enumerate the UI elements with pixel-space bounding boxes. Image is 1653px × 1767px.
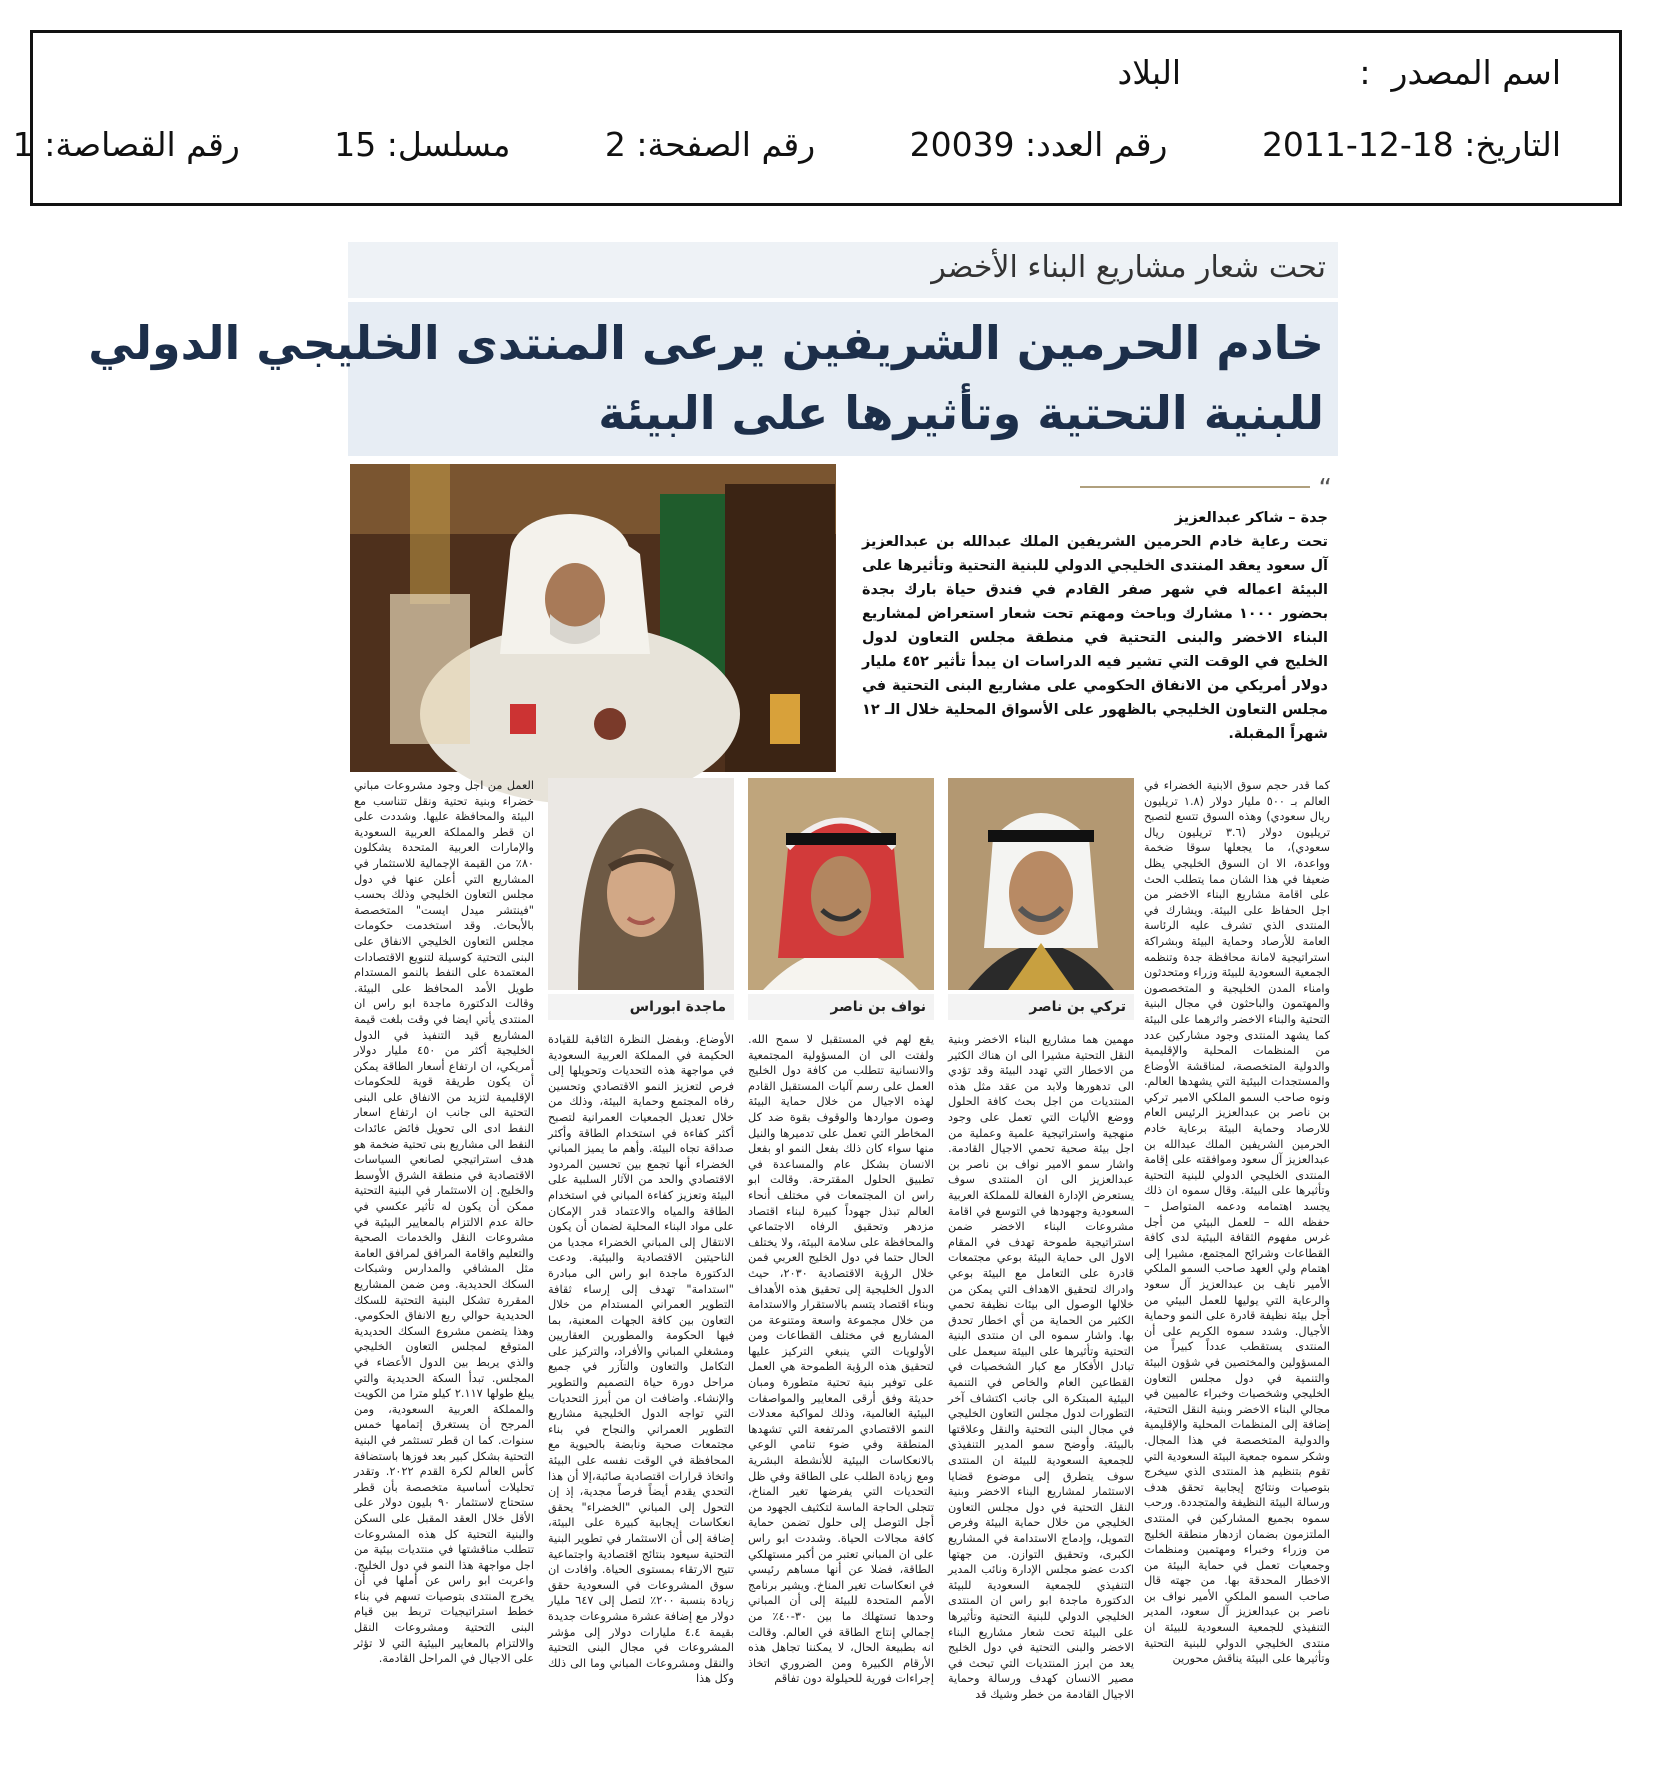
clip-value: 1 (12, 125, 34, 164)
source-row: اسم المصدر : البلاد (1117, 53, 1561, 92)
king-photo (350, 464, 836, 772)
date-label: التاريخ (1475, 125, 1561, 164)
byline: جدة – شاكر عبدالعزيز (1174, 510, 1328, 526)
body-column-3: يقع لهم في المستقبل لا سمح الله. ولفتت الى ان المسؤولية المجتمعية والانسانية تتطلب من كافة دول الخليج العمل على رسم آليات المستقبل القادم لهذه الاجيال من خلال حماية البيئة وصون مواردها والوقوف بقوة ضد كل المخاطر التي تعمل على تدميرها والنيل منها سواء كان ذلك بفعل النمو او بفعل الانسان بشكل عام والمساعدة في تطبيق الحلول المقترحة. وقالت ابو راس ان المجتمعات في مختلف أنحاء العالم تبذل جهوداً كبيرة لبناء اقتصاد مزدهر وتحقيق الرفاه الاجتماعي والمحافظة على سلامة البيئة، ولا يختلف الحال حتما في دول الخليج العربي فمن خلال الرؤية الاقتصادية ٢٠٣٠، حيث الدول الخليجية إلى تحقيق هذه الأهداف وبناء اقتصاد يتسم بالاستقرار والاستدامة من خلال مجموعة واسعة ومتنوعة من المشاريع في مختلف القطاعات ومن الأولويات التي ينبغي التركيز عليها لتحقيق هذه الرؤية الطموحة هي العمل على توفير بنية تحتية متطورة ومبان حديثة وفق أرقى المعايير والمواصفات البيئية العالمية، وذلك لمواكبة معدلات النمو الاقتصادي المرتفعة التي تشهدها المنطقة وفي ضوء تنامي الوعي بالانعكاسات البيئية للأنشطة البشرية ومع زيادة الطلب على الطاقة وفي ظل التحديات التي يفرضها تغير المناخ، تتجلى الحاجة الماسة لتكثيف الجهود من أجل التوصل إلى حلول تضمن حماية كافة مجالات الحياة. وشددت ابو راس على ان المباني تعتبر من أكبر مستهلكي الطاقة، فضلا عن أنها مساهم رئيسي في انعكاسات تغير المناخ. ويشير برنامج الأمم المتحدة للبيئة إلى أن المباني وحدها تستهلك ما بين ٣٠-٤٠٪ من إجمالي إنتاج الطاقة في العالم. وقالت انه بطبيعة الحال، لا يمكننا تجاهل هذه الأرقام الكبيرة ومن الضروري اتخاذ إجراءات فورية للحيلولة دون تفاقم (748, 1033, 934, 1686)
headline-line-2: للبنية التحتية وتأثيرها على البيئة (598, 386, 1324, 440)
article-lead (862, 506, 1328, 746)
lead-text: تحت رعاية خادم الحرمين الشريفين الملك عبدالله بن عبدالعزيز آل سعود يعقد المنتدى الخليجي الدولي للبنية التحتية وتأثيرها على البيئة اعماله في شهر صفر القادم في فندق حياة بارك بجدة بحضور ١٠٠٠ مشارك وباحث ومهتم تحت شعار استعراض لمشاريع البناء الاخضر والبنى التحتية في منطقة مجلس التعاون لدول الخليج في الوقت التي تشير فيه الدراسات ان يبدأ تأثير ٤٥٢ مليار دولار أمريكي من الانفاق الحكومي على مشاريع البنى التحتية في مجلس التعاون الخليجي بالظهور على الأسواق المحلية خلال الـ ١٢ شهراً المقبلة. (862, 534, 1329, 742)
page-label: رقم الصفحة (647, 125, 816, 164)
details-row: التاريخ: 2011-12-18 رقم العدد: 20039 رقم الصفحة: 2 مسلسل: 15 رقم القصاصة: 1 (12, 125, 1561, 164)
body-column-5: العمل من اجل وجود مشروعات مباني خضراء وبنية تحتية ونقل تتناسب مع البيئة والمحافظة عليها. وشددت على ان قطر والمملكة العربية السعودية والإمارات العربية المتحدة يشكلون ٨٠٪ من القيمة الإجمالية للاستثمار في المشاريع التي أعلن عنها في دول مجلس التعاون الخليجي وذلك بحسب "فينتشر ميدل ايست" المتخصصة بالأبحاث. وقد استخدمت حكومات مجلس التعاون الخليجي الانفاق على البنى التحتية كوسيلة لتنويع الاقتصادات المعتمدة على النفط بالنمو المستدام طويل الأمد المحافظ على البيئة. وقالت الدكتورة ماجدة ابو راس ان المنتدى يأتي ايضا في وقت بلغت قيمة المشاريع قيد التنفيذ في الدول الخليجية أكثر من ٤٥٠ مليار دولار أمريكي، ان ارتفاع أسعار الطاقة يمكن أن يكون طريقة قوية للحكومات الإقليمية لتزيد من الانفاق على البنى التحتية الى جانب ان ارتفاع اسعار النفط ادى الى تحويل فائض عائدات النفط الى مشاريع بنى تحتية ضخمة هو هدف استراتيجي لصانعي السياسات الاقتصادية في منطقة الشرق الأوسط والخليج. إن الاستثمار في البنية التحتية ممكن أن يكون له تأثير عكسي في حالة عدم الالتزام بالمعايير البيئية في مشروعات النقل والخدمات الصحية والتعليم واقامة المرافق لمرافق العامة مثل المشافي والمدارس وشبكات السكك الحديدية. ومن ضمن المشاريع المقررة تشكل البنية التحتية للسكك الحديدية حوالي ربع الانفاق الحكومي. وهذا يتضمن مشروع السكك الحديدية المتوقع لمجلس التعاون الخليجي والذي يربط بين الدول الأعضاء في المجلس. تبدأ السكة الحديدية والتي يبلغ طولها ٢.١١٧ كيلو مترا من الكويت والمملكة العربية السعودية، ومن المرجح أن يستغرق إتمامها خمس سنوات. كما ان قطر تستثمر في البنية التحتية بشكل كبير بعد فوزها باستضافة كأس العالم لكرة القدم ٢٠٢٢. وتقدر تحليلات أساسية متخصصة بأن قطر ستحتاج لاستثمار ٩٠ بليون دولار على الأقل خلال العقد المقبل على السكن والبنية التحتية كل هذه المشروعات تتطلب مناقشتها في منتديات بيئية من اجل مواجهة هذا النمو في دول الخليج. واعربت ابو راس عن أملها في أن يخرج المنتدى بتوصيات تسهم في بناء خطط استراتيجيات تربط بين قيام البنى التحتية ومشروعات النقل والالتزام بالمعايير البيئية التي لا تؤثر على الاجيال في المراحل القادمة. (354, 779, 534, 1666)
quote-mark: “ (1318, 474, 1332, 504)
article-kicker: تحت شعار مشاريع البناء الأخضر (931, 250, 1326, 285)
king-photo-illustration (350, 464, 836, 772)
portrait-nawaf-bin-nasser (748, 778, 934, 990)
issue-label: رقم العدد (1036, 125, 1168, 164)
issue-value: 20039 (909, 125, 1015, 164)
serial-label: مسلسل (397, 125, 511, 164)
source-label: اسم المصدر (1391, 53, 1561, 92)
newspaper-clipping (88, 242, 1338, 1747)
caption-person-3: ماجدة ابوراس (548, 994, 734, 1020)
portrait-turki-bin-nasser (948, 778, 1134, 990)
portrait-majida-aburas (548, 778, 734, 990)
kicker-bar (348, 242, 1338, 298)
headline-box (88, 302, 1338, 456)
page-value: 2 (604, 125, 626, 164)
body-column-1: كما قدر حجم سوق الابنية الخضراء في العالم بـ ٥٠٠ مليار دولار (١.٨ تريليون ريال سعودي) وهذه السوق تتسع لتصبح تريليون دولار (٣.٦ تريليون ريال سعودي)، ما يجعلها سوقا ضخمة وواعدة، الا ان السوق الخليجي يظل ضعيفا في هذا الشان مما يتطلب الحث على اقامة مشاريع البناء الاخضر من اجل الحفاظ على البيئة. ويشارك في المنتدى الذي تشرف عليه الرئاسة العامة للأرصاد وحماية البيئة وبشراكة استراتيجية لامانة محافظة جدة وتنظمه الجمعية السعودية للبيئة وزراء ومتحدثون وامناء المدن الخليجية و المتخصصون والمهتمون والباحثون في مجال البنية التحتية والبناء الاخضر واثرهما على البيئة كما يشهد المنتدى وجود مشاركين عدد من المنظمات المحلية والإقليمية والدولية المتخصصة، لمناقشة الأوضاع والمستجدات البيئية التي يشهدها العالم. ونوه صاحب السمو الملكي الامير تركي بن ناصر بن عبدالعزيز الرئيس العام للارصاد وحماية البيئة برعاية خادم الحرمين الشريفين الملك عبدالله بن عبدالعزيز آل سعود وموافقته على إقامة المنتدى الخليجي الدولي للبنية التحتية وتأثيرها على البيئة. وقال سموه ان ذلك يجسد اهتمامه ودعمه المتواصل – حفظه الله – للعمل البيئي من أجل غرس مفهوم الثقافة البيئية لدى كافة القطاعات وشرائح المجتمع، مشيرا إلى اهتمام ولي العهد صاحب السمو الملكي الأمير نايف بن عبدالعزيز آل سعود والرعاية التي يوليها للعمل البيئي من أجل بيئة نظيفة قادرة على النمو وحماية الأجيال. وشدد سموه الكريم على أن المنتدى يستقطب عدداً كبيراً من المسؤولين والمختصين في شؤون البيئة والتنمية في دول مجلس التعاون الخليجي وشخصيات وخبراء عالميين في مجالي البناء الاخضر وبنية النقل التحتية، إضافة إلى المنظمات المحلية والإقليمية والدولية المتخصصة في هذا المجال. وشكر سموه جمعية البيئة السعودية التي تقوم بتنظيم هذ المنتدى الذي سيخرج بتوصيات ونتائج إيجابية تحقق هدف ورسالة البيئة النظيفة والمتجددة. ورحب سموه بجميع المشاركين في المنتدى الملتزمون بضمان ازدهار منطقة الخليج من وزراء وخبراء ومهتمين ومنظمات وجمعيات تعمل في حماية البيئة من الاخطار المحدقة بها. من جهته قال صاحب السمو الملكي الأمير نواف بن ناصر بن عبدالعزيز آل سعود، المدير التنفيذي للجمعية السعودية للبيئة ان منتدى الخليجي الدولي للبنية التحتية وتأثيرها على البيئة يناقش محورين (1144, 779, 1330, 1666)
clip-label: رقم القصاصة (55, 125, 240, 164)
quote-rule (1080, 486, 1310, 488)
serial-value: 15 (334, 125, 377, 164)
caption-person-1: تركي بن ناصر (948, 994, 1134, 1020)
body-column-2: مهمين هما مشاريع البناء الاخضر وبنية النقل التحتية مشيرا الى ان هناك الكثير من الاخطار التي تهدد البيئة وقد تؤدي الى تدهورها ولابد من عقد مثل هذه المنتديات من اجل بحث كافة الحلول ووضع الأليات التي تعمل على وجود منهجية واستراتيجية علمية وعملية من اجل بيئة صحية تحمي الاجيال القادمة. واشار سمو الامير نواف بن ناصر بن عبدالعزيز الى ان المنتدى سوف يستعرض الإدارة الفعالة للمملكة العربية السعودية وجهودها في التوسع في اقامة مشروعات البناء الاخضر ضمن استراتيجية طموحة تهدف في المقام الاول الى حماية البيئة بوعي مجتمعات قادرة على التعامل مع البيئة بوعي وادراك لتحقيق الاهداف التي يمكن من خلالها الوصول الى بيئات نظيفة تحمي الكثير من الحماية من أي اخطار تحدق بها. واشار سموه الى ان منتدى البنية التحتية وتأثيرها على البيئة سيعمل على تبادل الأفكار مع كبار الشخصيات في القطاعين العام والخاص في التنمية البيئية المبتكرة الى جانب اكتشاف آخر التطورات لدول مجلس التعاون الخليجي في مجال البنى التحتية والنقل وعلاقتها بالبيئة. وأوضح سمو المدير التنفيذي للجمعية السعودية للبيئة ان المنتدى سوف يتطرق إلى موضوع قضايا الاستثمار لمشاريع البناء الاخضر وبنية النقل التحتية في دول مجلس التعاون الخليجي من خلال حماية البيئة وفرص التمويل، وإدماج الاستدامة في المشاريع الكبرى، وتحقيق التوازن. من جهتها اكدت عضو مجلس الإدارة ونائب المدير التنفيذي للجمعية السعودية للبيئة الدكتورة ماجدة ابو راس ان المنتدى الخليجي الدولي للبنية التحتية وتأثيرها على البيئة تحت شعار مشاريع البناء الاخضر والبنى التحتية في دول الخليج يعد من ابرز المنتديات التي تبحث في مصير الانسان كهدف ورسالة وحماية الاجيال القادمة من خطر وشيك قد (948, 1033, 1134, 1701)
headline-line-1: خادم الحرمين الشريفين يرعى المنتدى الخليجي الدولي (88, 316, 1324, 370)
date-value: 2011-12-18 (1261, 125, 1454, 164)
body-column-4: الأوضاع. وبفضل النظرة الثاقبة للقيادة الحكيمة في المملكة العربية السعودية في مواجهة هذه التحديات وتحويلها إلى فرص لتعزيز النمو الاقتصادي وتحسين رفاه المجتمع وحماية البيئة، وذلك من خلال تعديل الجمعيات العمرانية لتصبح أكثر كفاءة في استخدام الطاقة وأكثر صداقة تجاه البيئة. وأهم ما يميز المباني الخضراء أنها تجمع بين تحسين المردود الاقتصادي والحد من الآثار السلبية على البيئة وتعزيز كفاءة المباني في استخدام الطاقة والمياه والاعتماد قدر الإمكان على مواد البناء المحلية لضمان أن يكون الانتقال إلى المباني الخضراء مجديا من الناحيتين الاقتصادية والبيئية. ودعت الدكتورة ماجدة ابو راس الى مبادرة "استدامة" تهدف إلى إرساء ثقافة التطوير العمراني المستدام من خلال التعاون بين كافة الجهات المعنية، بما فيها الحكومة والمطورين العقاريين ومشغلي المباني والأفراد، والتركيز على التكامل والتعاون والتآزر في جميع مراحل دورة حياة التصميم والتطوير والإنشاء. واضافت ان من أبرز التحديات التي تواجه الدول الخليجية مشاريع التطوير العمراني والنجاح في بناء مجتمعات صحية ونابضة بالحيوية مع المحافظة في الوقت نفسه على البيئة واتخاذ قرارات اقتصادية صائبة،إلا أن هذا التحدي يقدم أيضاً فرصاً مجدية، إذ إن التحول إلى المباني "الخضراء" يحقق انعكاسات إيجابية كبيرة على البيئة، إضافة إلى أن الاستثمار في تطوير البنية التحتية سيعود بنتائج اقتصادية واجتماعية تتيح الارتقاء بمستوى الحياة. وافادت ان سوق المشروعات في السعودية حقق زيادة بنسبة ٢٠٠٪ لتصل إلى ٦٤٧ مليار دولار مع إضافة عشرة مشروعات جديدة بقيمة ٤.٤ مليارات دولار إلى مؤشر المشروعات في مجال البنى التحتية والنقل ومشروعات المباني وما الى ذلك وكل هذا (548, 1033, 735, 1686)
source-value: البلاد (1117, 53, 1182, 92)
caption-person-2: نواف بن ناصر (748, 994, 934, 1020)
clipping-metadata-box (12, 30, 1622, 206)
